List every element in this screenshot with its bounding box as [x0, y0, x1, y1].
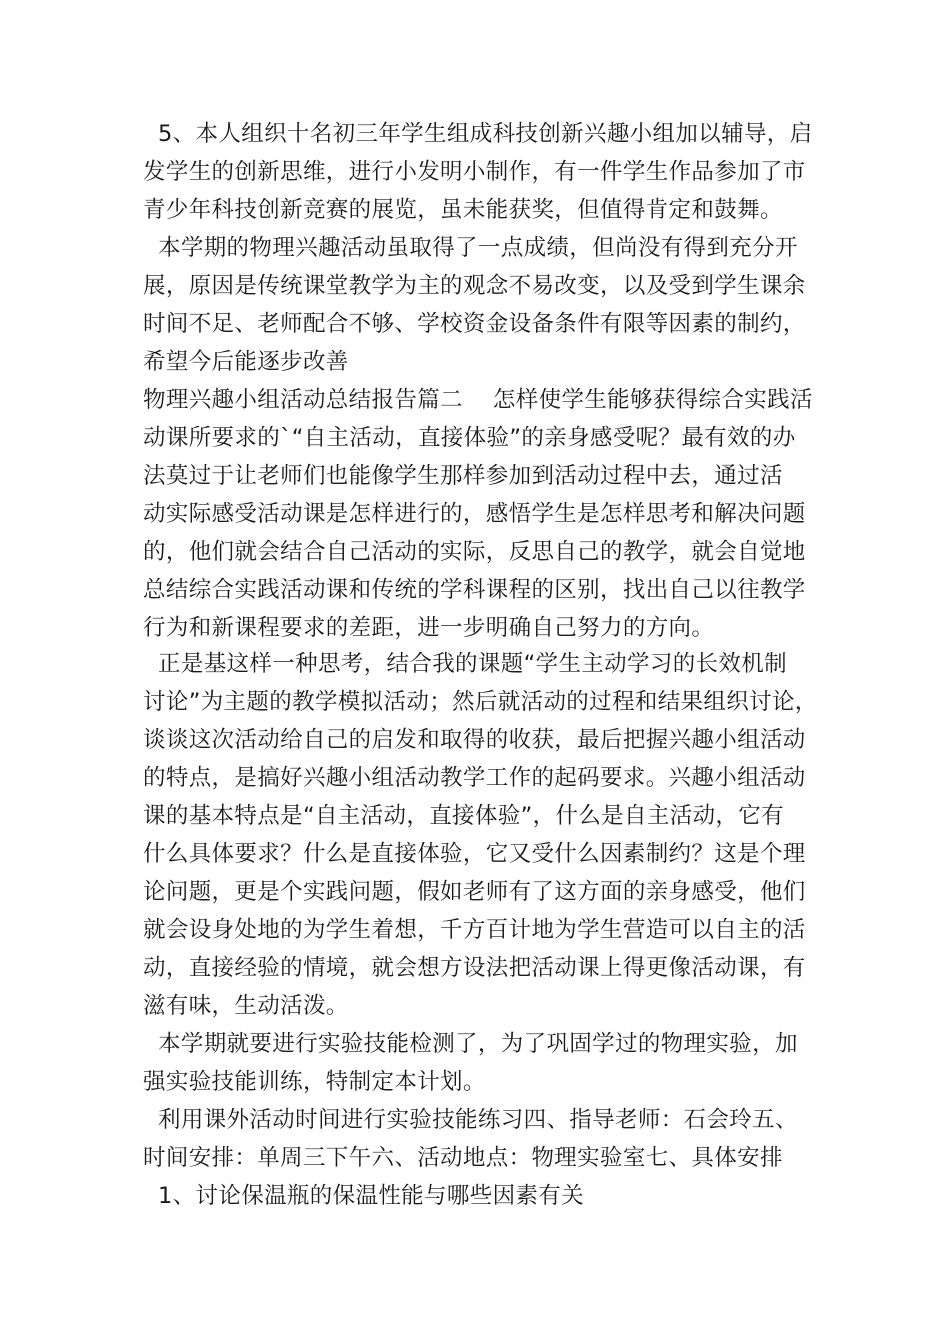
section-heading-line: 物理兴趣小组活动总结报告篇二 怎样使学生能够获得综合实践活: [143, 387, 813, 413]
text-line: 展，原因是传统课堂教学为主的观念不易改变，以及受到学生课余: [143, 273, 806, 299]
text-line: 论问题，更是个实践问题，假如老师有了这方面的亲身感受，他们: [143, 879, 806, 905]
text-line: 动，直接经验的情境，就会想方设法把活动课上得更像活动课，有: [143, 955, 806, 981]
text-line: 讨论”为主题的教学模拟活动；然后就活动的过程和结果组织讨论，: [143, 689, 818, 715]
text-line: 发学生的创新思维，进行小发明小制作，有一件学生作品参加了市: [143, 159, 806, 185]
text-line: 课的基本特点是“自主活动，直接体验”，什么是自主活动，它有: [143, 803, 784, 829]
text-line: 时间安排：单周三下午六、活动地点：物理实验室七、具体安排: [143, 1145, 783, 1171]
text-line: 利用课外活动时间进行实验技能练习四、指导老师：石会玲五、: [143, 1107, 798, 1133]
text-line: 谈谈这次活动给自己的启发和取得的收获，最后把握兴趣小组活动: [143, 727, 806, 753]
text-line: 行为和新课程要求的差距，进一步明确自己努力的方向。: [143, 615, 715, 641]
text-line: 强实验技能训练，特制定本计划。: [143, 1069, 486, 1095]
text-line: 动课所要求的`“自主活动，直接体验”的亲身感受呢？最有效的办: [143, 425, 796, 451]
text-line: 的，他们就会结合自己活动的实际，反思自己的教学，就会自觉地: [143, 539, 806, 565]
text-line: 什么具体要求？什么是直接体验，它又受什么因素制约？这是个理: [143, 841, 806, 867]
text-line: 就会设身处地的为学生着想，千方百计地为学生营造可以自主的活: [143, 917, 806, 943]
list-item-line: 1、讨论保温瓶的保温性能与哪些因素有关: [143, 1183, 584, 1209]
text-line: 时间不足、老师配合不够、学校资金设备条件有限等因素的制约，: [143, 311, 806, 337]
text-line: 总结综合实践活动课和传统的学科课程的区别，找出自己以往教学: [143, 577, 806, 603]
text-line: 本学期就要进行实验技能检测了，为了巩固学过的物理实验，加: [143, 1031, 798, 1057]
text-line: 法莫过于让老师们也能像学生那样参加到活动过程中去，通过活: [143, 463, 783, 489]
text-line: 希望今后能逐步改善: [143, 349, 349, 375]
text-line: 动实际感受活动课是怎样进行的，感悟学生是怎样思考和解决问题: [143, 501, 806, 527]
text-line: 滋有味，生动活泼。: [143, 993, 349, 1019]
text-line: 5、本人组织十名初三年学生组成科技创新兴趣小组加以辅导，启: [143, 121, 813, 147]
text-line: 的特点，是搞好兴趣小组活动教学工作的起码要求。兴趣小组活动: [143, 765, 806, 791]
text-line: 本学期的物理兴趣活动虽取得了一点成绩，但尚没有得到充分开: [143, 235, 798, 261]
text-line: 青少年科技创新竞赛的展览，虽未能获奖，但值得肯定和鼓舞。: [143, 197, 783, 223]
text-line: 正是基这样一种思考，结合我的课题“学生主动学习的长效机制: [143, 651, 787, 677]
